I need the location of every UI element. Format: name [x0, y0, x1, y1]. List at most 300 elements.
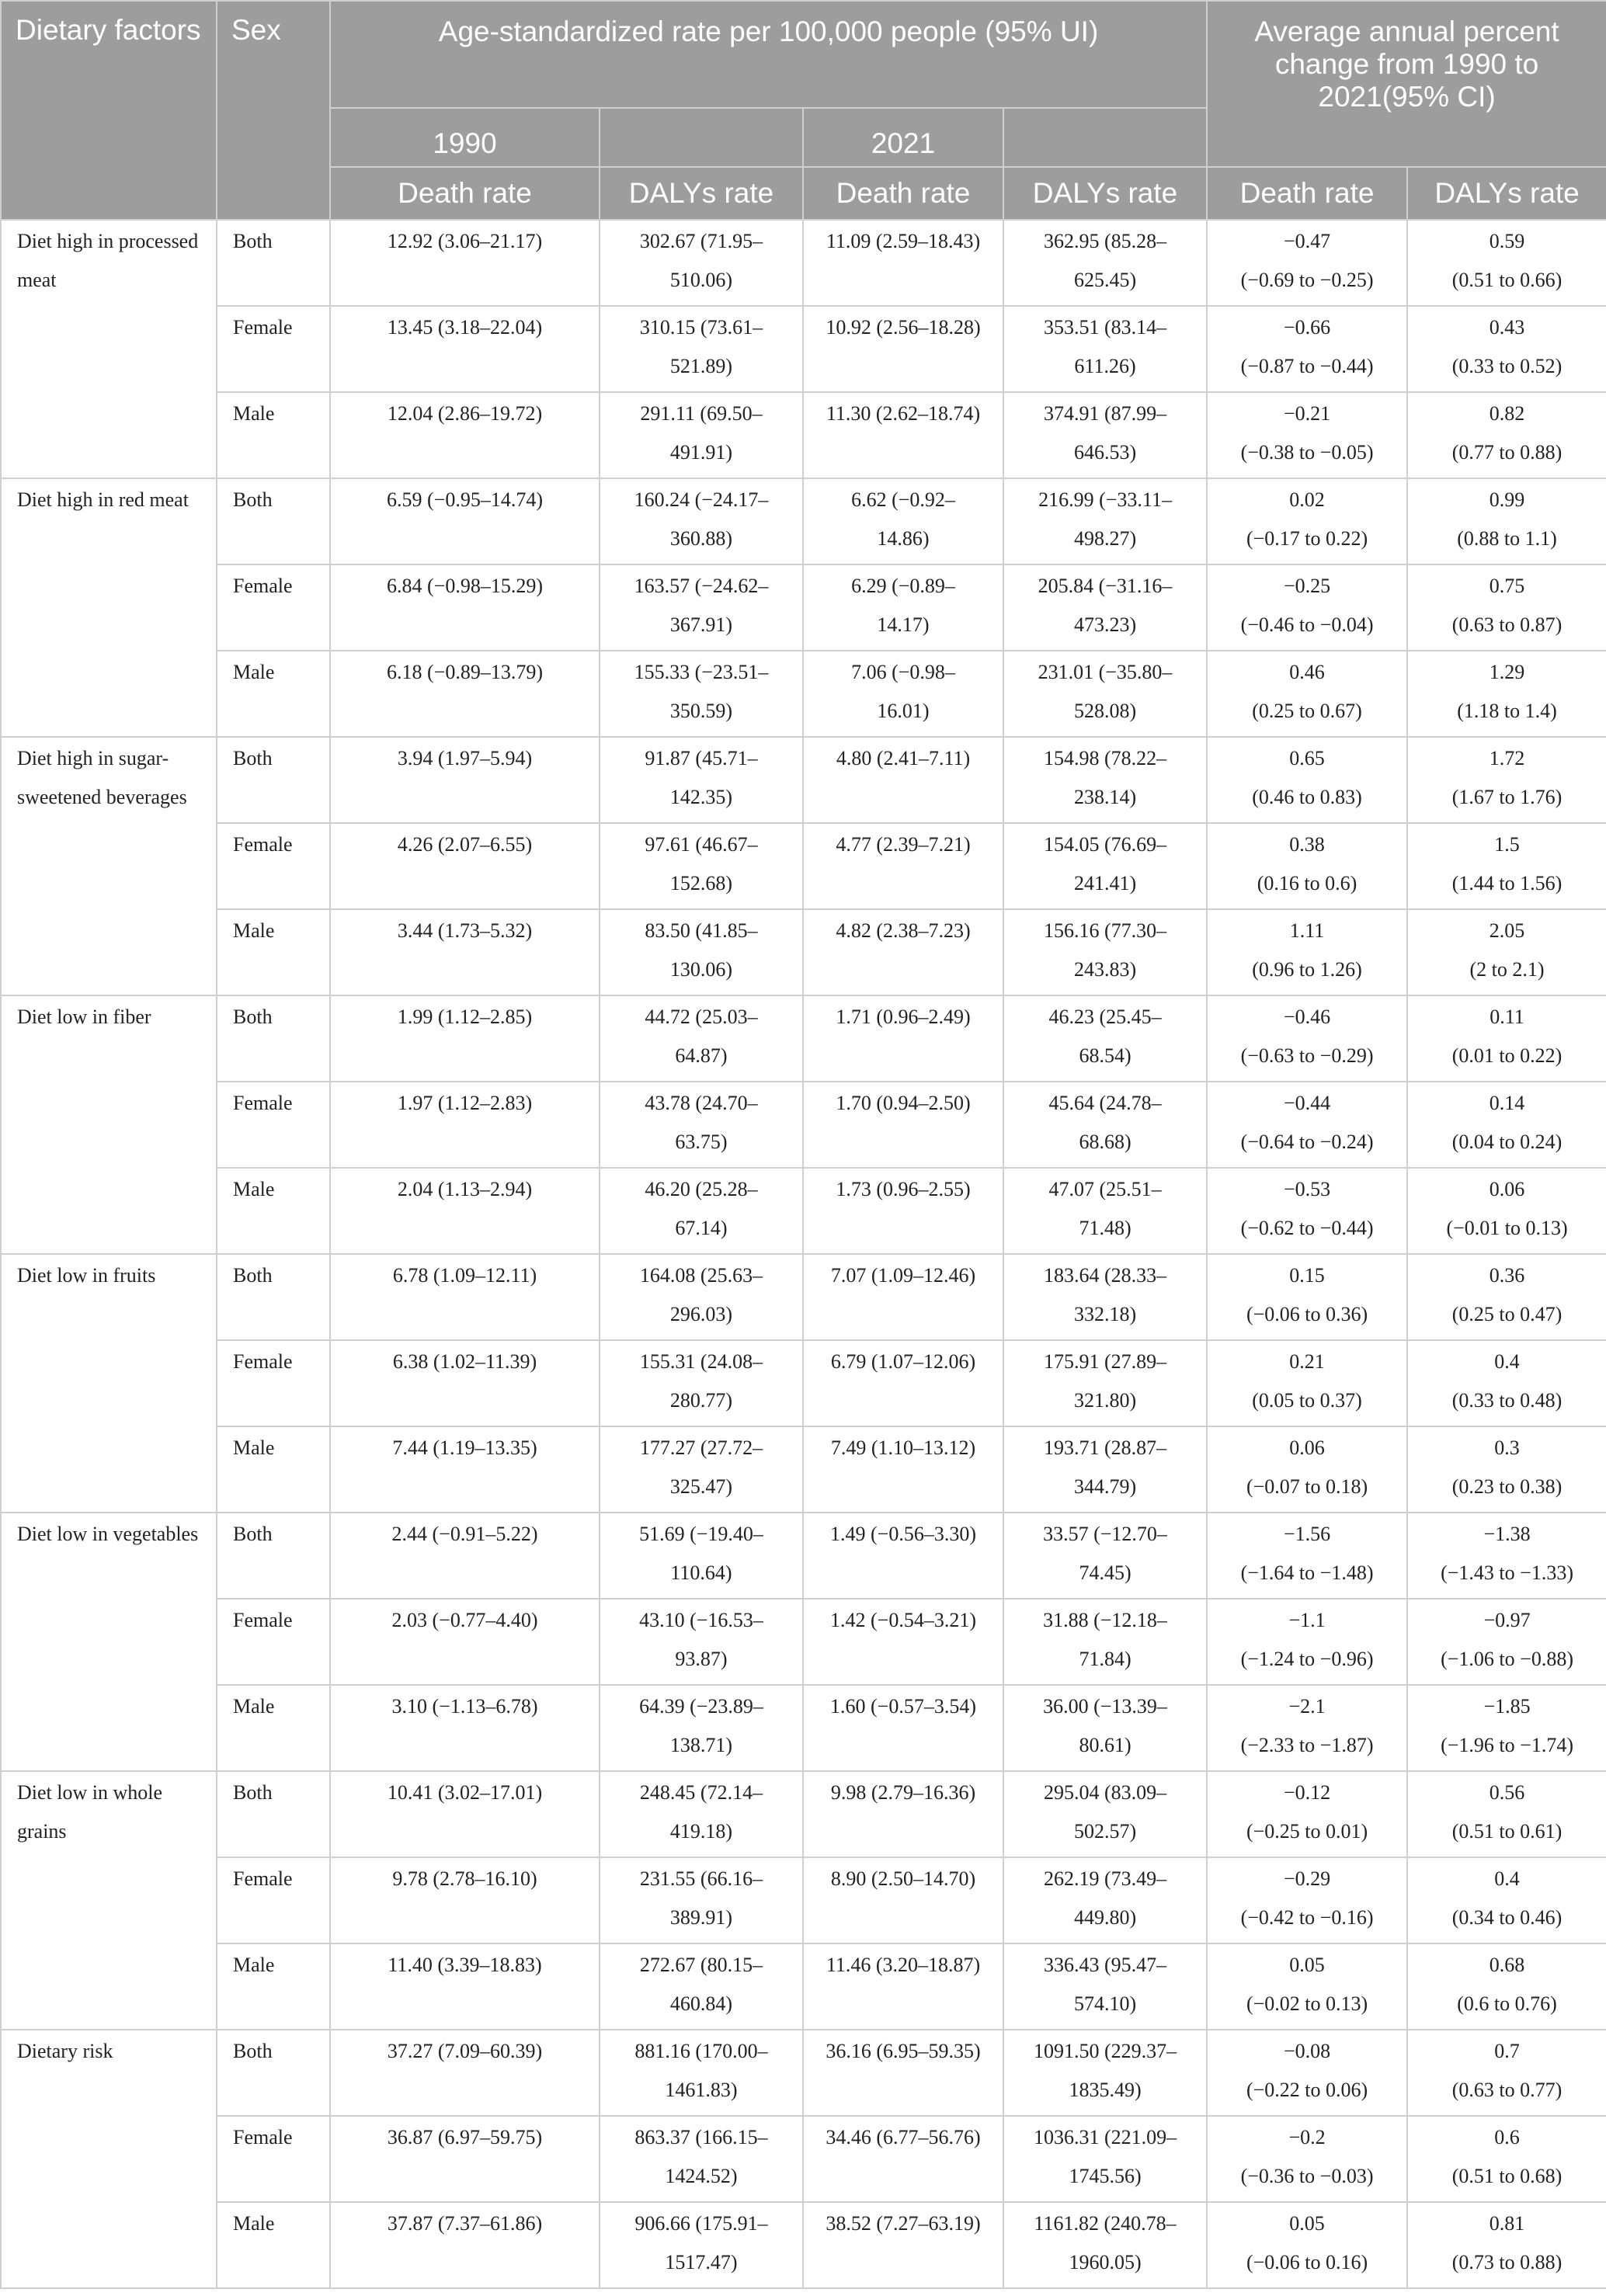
aapc-death-rate-line: 0.65 — [1289, 747, 1325, 769]
dalys-rate-2021-line: 295.04 (83.09– — [1043, 1781, 1167, 1804]
table-row — [1, 1943, 1606, 2030]
dalys-rate-1990-line: 280.77) — [669, 1389, 733, 1412]
sex-cell: Both — [217, 220, 330, 306]
aapc-dalys-rate-line: (0.51 to 0.68) — [1451, 2165, 1563, 2187]
dalys-rate-2021-line: 344.79) — [1073, 1475, 1137, 1498]
sex-cell: Female — [217, 823, 330, 909]
aapc-death-rate-line: 0.15 — [1289, 1264, 1325, 1287]
aapc-dalys-rate-cell — [1407, 1685, 1606, 1771]
death-rate-1990-cell: 37.27 (7.09–60.39) — [330, 2030, 600, 2116]
aapc-death-rate-line: (−0.87 to −0.44) — [1240, 355, 1374, 377]
aapc-dalys-rate-line: 0.14 — [1489, 1092, 1525, 1114]
death-rate-2021-cell: 7.07 (1.09–12.46) — [803, 1254, 1003, 1340]
aapc-dalys-rate-line: 2.05 — [1489, 919, 1525, 942]
table-row — [1, 1082, 1606, 1168]
death-rate-1990-cell: 6.84 (−0.98–15.29) — [330, 564, 600, 651]
death-rate-2021-cell: 6.79 (1.07–12.06) — [803, 1340, 1003, 1426]
dalys-rate-1990-cell — [600, 651, 803, 737]
dalys-rate-2021-cell — [1003, 737, 1207, 823]
dalys-rate-1990-line: 521.89) — [669, 355, 733, 377]
dalys-rate-1990-line: 97.61 (46.67– — [645, 833, 758, 856]
death-rate-2021-cell: 4.82 (2.38–7.23) — [803, 909, 1003, 995]
dalys-rate-2021-cell — [1003, 306, 1207, 392]
dalys-rate-2021-line: 33.57 (−12.70– — [1043, 1523, 1167, 1545]
dalys-rate-1990-cell — [600, 1168, 803, 1254]
aapc-dalys-rate-line: (0.23 to 0.38) — [1451, 1475, 1563, 1498]
dalys-rate-2021-line: 1960.05) — [1069, 2251, 1142, 2273]
death-rate-2021-cell: 1.42 (−0.54–3.21) — [803, 1599, 1003, 1685]
dalys-rate-1990-line: 310.15 (73.61– — [639, 316, 763, 339]
dalys-rate-1990-cell — [600, 909, 803, 995]
aapc-dalys-rate-cell — [1407, 2030, 1606, 2116]
dalys-rate-1990-line: 296.03) — [669, 1303, 733, 1325]
aapc-death-rate-cell — [1207, 2030, 1407, 2116]
aapc-death-rate-line: (−0.02 to 0.13) — [1246, 1992, 1368, 2015]
header-dalys-rate-2021: DALYs rate — [1003, 167, 1207, 220]
sex-cell: Male — [217, 909, 330, 995]
dalys-rate-2021-line: 68.68) — [1079, 1131, 1132, 1153]
dalys-rate-1990-line: 155.33 (−23.51– — [634, 661, 769, 683]
dalys-rate-2021-line: 321.80) — [1073, 1389, 1137, 1412]
table-row — [1, 2116, 1606, 2202]
aapc-death-rate-cell — [1207, 306, 1407, 392]
aapc-dalys-rate-line: (1.44 to 1.56) — [1451, 872, 1563, 894]
aapc-death-rate-cell — [1207, 1082, 1407, 1168]
aapc-death-rate-line: (−1.24 to −0.96) — [1240, 1648, 1374, 1670]
aapc-dalys-rate-cell — [1407, 1513, 1606, 1599]
dalys-rate-2021-line: 45.64 (24.78– — [1048, 1092, 1162, 1114]
dietary-factor-cell: Diet low in fruits — [1, 1254, 217, 1513]
aapc-death-rate-cell — [1207, 1943, 1407, 2030]
dalys-rate-1990-line: 46.20 (25.28– — [645, 1178, 758, 1200]
dalys-rate-2021-cell — [1003, 1426, 1207, 1513]
dalys-rate-2021-line: 336.43 (95.47– — [1043, 1954, 1167, 1976]
dietary-factor-cell: Diet high in red meat — [1, 478, 217, 737]
aapc-dalys-rate-line: (0.33 to 0.52) — [1451, 355, 1563, 377]
aapc-death-rate-line: −0.12 — [1283, 1781, 1331, 1804]
dalys-rate-1990-line: 142.35) — [669, 786, 733, 808]
death-rate-2021-cell: 36.16 (6.95–59.35) — [803, 2030, 1003, 2116]
aapc-death-rate-line: (−0.06 to 0.36) — [1246, 1303, 1368, 1325]
header-age-standardized: Age-standardized rate per 100,000 people (95% UI) — [330, 1, 1207, 108]
death-rate-2021-cell — [803, 478, 1003, 564]
dalys-rate-2021-cell — [1003, 1857, 1207, 1943]
dalys-rate-2021-line: 74.45) — [1079, 1561, 1132, 1584]
aapc-dalys-rate-line: (1.67 to 1.76) — [1451, 786, 1563, 808]
death-rate-1990-cell: 12.04 (2.86–19.72) — [330, 392, 600, 478]
table-row — [1, 2202, 1606, 2288]
dalys-rate-1990-line: 272.67 (80.15– — [639, 1954, 763, 1976]
dalys-rate-1990-line: 367.91) — [669, 613, 733, 636]
aapc-dalys-rate-line: (0.51 to 0.61) — [1451, 1820, 1563, 1843]
header-sex: Sex — [217, 1, 330, 220]
header-death-rate-1990: Death rate — [330, 167, 600, 220]
table-row — [1, 995, 1606, 1082]
aapc-dalys-rate-line: (0.51 to 0.66) — [1451, 269, 1563, 291]
aapc-death-rate-line: (−0.64 to −0.24) — [1240, 1131, 1374, 1153]
death-rate-1990-cell: 6.18 (−0.89–13.79) — [330, 651, 600, 737]
sex-cell: Both — [217, 1254, 330, 1340]
dalys-rate-2021-cell — [1003, 564, 1207, 651]
death-rate-1990-cell: 2.03 (−0.77–4.40) — [330, 1599, 600, 1685]
dalys-rate-1990-line: 510.06) — [669, 269, 733, 291]
dalys-rate-1990-cell — [600, 1857, 803, 1943]
header-dietary-factors: Dietary factors — [1, 1, 217, 220]
dalys-rate-1990-line: 460.84) — [669, 1992, 733, 2015]
dalys-rate-1990-line: 43.10 (−16.53– — [639, 1609, 763, 1631]
dalys-rate-2021-line: 1745.56) — [1069, 2165, 1142, 2187]
dalys-rate-1990-cell — [600, 1340, 803, 1426]
dalys-rate-1990-line: 491.91) — [669, 441, 733, 464]
dietary-factor-cell: Diet low in whole grains — [1, 1771, 217, 2030]
death-rate-2021-line: 16.01) — [877, 700, 930, 722]
aapc-death-rate-cell — [1207, 2116, 1407, 2202]
dalys-rate-1990-cell — [600, 1599, 803, 1685]
dalys-rate-2021-line: 183.64 (28.33– — [1043, 1264, 1167, 1287]
table-row — [1, 306, 1606, 392]
dalys-rate-1990-line: 906.66 (175.91– — [634, 2212, 768, 2235]
dalys-rate-2021-line: 262.19 (73.49– — [1043, 1867, 1167, 1890]
aapc-dalys-rate-line: 0.11 — [1490, 1006, 1524, 1028]
dalys-rate-2021-cell — [1003, 1340, 1207, 1426]
dalys-rate-1990-line: 1461.83) — [665, 2079, 738, 2101]
aapc-death-rate-line: −0.08 — [1283, 2040, 1331, 2062]
dalys-rate-1990-cell — [600, 2202, 803, 2288]
aapc-death-rate-cell — [1207, 651, 1407, 737]
dalys-rate-2021-line: 574.10) — [1073, 1992, 1137, 2015]
table-row — [1, 392, 1606, 478]
dalys-rate-2021-line: 449.80) — [1073, 1906, 1137, 1929]
aapc-death-rate-line: 1.11 — [1289, 919, 1325, 942]
aapc-death-rate-line: −2.1 — [1288, 1695, 1326, 1718]
dalys-rate-1990-cell — [600, 737, 803, 823]
death-rate-1990-cell: 37.87 (7.37–61.86) — [330, 2202, 600, 2288]
dalys-rate-1990-line: 291.11 (69.50– — [640, 402, 763, 425]
dalys-rate-2021-line: 31.88 (−12.18– — [1043, 1609, 1167, 1631]
dalys-rate-2021-line: 68.54) — [1079, 1044, 1132, 1067]
dalys-rate-1990-line: 110.64) — [670, 1561, 732, 1584]
aapc-death-rate-line: (−0.25 to 0.01) — [1246, 1820, 1368, 1843]
dalys-rate-2021-line: 528.08) — [1073, 700, 1137, 722]
sex-cell: Both — [217, 478, 330, 564]
aapc-dalys-rate-cell — [1407, 1254, 1606, 1340]
death-rate-2021-cell: 10.92 (2.56–18.28) — [803, 306, 1003, 392]
aapc-dalys-rate-line: 0.4 — [1494, 1867, 1520, 1890]
death-rate-1990-cell: 9.78 (2.78–16.10) — [330, 1857, 600, 1943]
aapc-death-rate-cell — [1207, 1513, 1407, 1599]
death-rate-2021-line: 6.62 (−0.92– — [851, 488, 955, 511]
aapc-dalys-rate-line: (−1.43 to −1.33) — [1441, 1561, 1573, 1584]
table-row — [1, 1254, 1606, 1340]
aapc-death-rate-line: −1.56 — [1283, 1523, 1331, 1545]
aapc-dalys-rate-line: 0.56 — [1489, 1781, 1525, 1804]
header-year-2021: 2021 — [803, 108, 1003, 167]
table-row — [1, 1771, 1606, 1857]
death-rate-1990-cell: 36.87 (6.97–59.75) — [330, 2116, 600, 2202]
death-rate-1990-cell: 13.45 (3.18–22.04) — [330, 306, 600, 392]
dalys-rate-1990-cell — [600, 306, 803, 392]
dalys-rate-1990-cell — [600, 1426, 803, 1513]
aapc-dalys-rate-cell — [1407, 306, 1606, 392]
table-row — [1, 1340, 1606, 1426]
aapc-dalys-rate-line: (0.73 to 0.88) — [1451, 2251, 1563, 2273]
sex-cell: Male — [217, 1168, 330, 1254]
dalys-rate-1990-line: 43.78 (24.70– — [645, 1092, 758, 1114]
aapc-death-rate-line: (−0.07 to 0.18) — [1246, 1475, 1368, 1498]
header-year-1990: 1990 — [330, 108, 600, 167]
table-body — [1, 220, 1606, 2288]
header-aapc-death-rate: Death rate — [1207, 167, 1407, 220]
aapc-death-rate-line: −0.29 — [1283, 1867, 1331, 1890]
aapc-dalys-rate-line: (−1.96 to −1.74) — [1441, 1734, 1573, 1756]
dalys-rate-2021-line: 498.27) — [1073, 527, 1137, 550]
aapc-death-rate-line: (−2.33 to −1.87) — [1240, 1734, 1374, 1756]
aapc-dalys-rate-cell — [1407, 737, 1606, 823]
aapc-death-rate-line: (−1.64 to −1.48) — [1240, 1561, 1374, 1584]
aapc-death-rate-cell — [1207, 1254, 1407, 1340]
aapc-dalys-rate-line: (0.63 to 0.77) — [1451, 2079, 1563, 2101]
aapc-death-rate-line: −0.47 — [1283, 230, 1331, 252]
aapc-death-rate-line: (−0.38 to −0.05) — [1240, 441, 1374, 464]
death-rate-2021-line: 14.86) — [877, 527, 930, 550]
dalys-rate-2021-cell — [1003, 909, 1207, 995]
dalys-rate-2021-line: 238.14) — [1073, 786, 1137, 808]
dietary-factor-cell: Dietary risk — [1, 2030, 217, 2288]
aapc-death-rate-line: (−0.42 to −0.16) — [1240, 1906, 1374, 1929]
aapc-dalys-rate-line: 0.4 — [1494, 1350, 1520, 1373]
death-rate-2021-cell: 34.46 (6.77–56.76) — [803, 2116, 1003, 2202]
aapc-death-rate-line: (−0.62 to −0.44) — [1240, 1217, 1374, 1239]
death-rate-2021-cell — [803, 564, 1003, 651]
aapc-dalys-rate-line: 0.59 — [1489, 230, 1525, 252]
death-rate-1990-cell: 3.94 (1.97–5.94) — [330, 737, 600, 823]
dalys-rate-2021-cell — [1003, 2202, 1207, 2288]
dalys-rate-1990-line: 155.31 (24.08– — [639, 1350, 763, 1373]
sex-cell: Both — [217, 737, 330, 823]
aapc-death-rate-cell — [1207, 995, 1407, 1082]
dalys-rate-2021-line: 1161.82 (240.78– — [1034, 2212, 1177, 2235]
aapc-dalys-rate-cell — [1407, 1943, 1606, 2030]
aapc-death-rate-cell — [1207, 1599, 1407, 1685]
aapc-death-rate-line: (0.96 to 1.26) — [1252, 958, 1362, 981]
dalys-rate-1990-line: 163.57 (−24.62– — [634, 575, 769, 597]
death-rate-2021-cell: 1.73 (0.96–2.55) — [803, 1168, 1003, 1254]
dalys-rate-1990-line: 419.18) — [669, 1820, 733, 1843]
sex-cell: Female — [217, 1340, 330, 1426]
sex-cell: Female — [217, 1599, 330, 1685]
aapc-dalys-rate-line: (1.18 to 1.4) — [1457, 700, 1557, 722]
aapc-dalys-rate-line: (0.25 to 0.47) — [1451, 1303, 1563, 1325]
death-rate-1990-cell: 10.41 (3.02–17.01) — [330, 1771, 600, 1857]
aapc-death-rate-line: 0.05 — [1289, 2212, 1325, 2235]
aapc-dalys-rate-cell — [1407, 220, 1606, 306]
aapc-dalys-rate-line: (0.33 to 0.48) — [1451, 1389, 1563, 1412]
dalys-rate-1990-line: 130.06) — [669, 958, 733, 981]
death-rate-1990-cell: 7.44 (1.19–13.35) — [330, 1426, 600, 1513]
dalys-rate-1990-cell — [600, 478, 803, 564]
dietary-factor-cell: Diet high in processed meat — [1, 220, 217, 478]
death-rate-2021-cell: 11.46 (3.20–18.87) — [803, 1943, 1003, 2030]
death-rate-2021-cell: 11.30 (2.62–18.74) — [803, 392, 1003, 478]
death-rate-2021-line: 7.06 (−0.98– — [851, 661, 955, 683]
dalys-rate-1990-cell — [600, 220, 803, 306]
aapc-dalys-rate-cell — [1407, 1771, 1606, 1857]
aapc-death-rate-line: 0.02 — [1289, 488, 1325, 511]
table-row — [1, 1857, 1606, 1943]
aapc-death-rate-cell — [1207, 1857, 1407, 1943]
table-row — [1, 737, 1606, 823]
table-row — [1, 823, 1606, 909]
death-rate-1990-cell: 4.26 (2.07–6.55) — [330, 823, 600, 909]
dalys-rate-1990-line: 152.68) — [669, 872, 733, 894]
aapc-dalys-rate-line: (−1.06 to −0.88) — [1441, 1648, 1573, 1670]
table-row — [1, 1599, 1606, 1685]
aapc-death-rate-line: −1.1 — [1288, 1609, 1326, 1631]
dalys-rate-2021-line: 611.26) — [1074, 355, 1136, 377]
dalys-rate-1990-line: 302.67 (71.95– — [639, 230, 763, 252]
aapc-death-rate-cell — [1207, 1685, 1407, 1771]
dalys-rate-2021-line: 243.83) — [1073, 958, 1137, 981]
aapc-death-rate-line: (0.16 to 0.6) — [1257, 872, 1357, 894]
dalys-rate-1990-line: 177.27 (27.72– — [639, 1436, 763, 1459]
dalys-rate-2021-line: 374.91 (87.99– — [1043, 402, 1167, 425]
dalys-rate-1990-line: 1424.52) — [665, 2165, 738, 2187]
death-rate-1990-cell: 3.44 (1.73–5.32) — [330, 909, 600, 995]
aapc-death-rate-cell — [1207, 392, 1407, 478]
dalys-rate-1990-line: 64.39 (−23.89– — [639, 1695, 763, 1718]
dalys-rate-2021-line: 71.48) — [1079, 1217, 1132, 1239]
dalys-rate-2021-line: 193.71 (28.87– — [1043, 1436, 1167, 1459]
aapc-death-rate-line: (−0.46 to −0.04) — [1240, 613, 1374, 636]
aapc-death-rate-line: −0.46 — [1283, 1006, 1331, 1028]
dalys-rate-1990-line: 44.72 (25.03– — [645, 1006, 758, 1028]
death-rate-1990-cell: 1.97 (1.12–2.83) — [330, 1082, 600, 1168]
aapc-dalys-rate-line: (0.77 to 0.88) — [1451, 441, 1563, 464]
header-aapc-dalys-rate: DALYs rate — [1407, 167, 1606, 220]
dalys-rate-2021-cell — [1003, 478, 1207, 564]
sex-cell: Female — [217, 1082, 330, 1168]
table-header — [1, 1, 1606, 220]
dalys-rate-1990-line: 248.45 (72.14– — [639, 1781, 763, 1804]
death-rate-1990-cell: 1.99 (1.12–2.85) — [330, 995, 600, 1082]
aapc-death-rate-line: 0.05 — [1289, 1954, 1325, 1976]
dalys-rate-2021-line: 353.51 (83.14– — [1043, 316, 1167, 339]
death-rate-2021-line: 14.17) — [877, 613, 930, 636]
aapc-death-rate-cell — [1207, 1340, 1407, 1426]
aapc-dalys-rate-line: 1.72 — [1489, 747, 1525, 769]
dalys-rate-2021-line: 154.05 (76.69– — [1043, 833, 1167, 856]
death-rate-1990-cell: 6.78 (1.09–12.11) — [330, 1254, 600, 1340]
sex-cell: Both — [217, 1771, 330, 1857]
aapc-dalys-rate-line: 0.68 — [1489, 1954, 1525, 1976]
table-row — [1, 1168, 1606, 1254]
header-death-rate-2021: Death rate — [803, 167, 1003, 220]
sex-cell: Male — [217, 1943, 330, 2030]
aapc-dalys-rate-cell — [1407, 651, 1606, 737]
aapc-dalys-rate-cell — [1407, 564, 1606, 651]
aapc-dalys-rate-cell — [1407, 1340, 1606, 1426]
dalys-rate-2021-cell — [1003, 1943, 1207, 2030]
aapc-death-rate-line: 0.38 — [1289, 833, 1325, 856]
dalys-rate-2021-line: 646.53) — [1073, 441, 1137, 464]
dalys-rate-2021-line: 1835.49) — [1069, 2079, 1142, 2101]
aapc-dalys-rate-cell — [1407, 2116, 1606, 2202]
aapc-death-rate-line: (−0.36 to −0.03) — [1240, 2165, 1374, 2187]
sex-cell: Male — [217, 1685, 330, 1771]
header-dalys-rate-1990: DALYs rate — [600, 167, 803, 220]
aapc-death-rate-line: (−0.06 to 0.16) — [1246, 2251, 1368, 2273]
dalys-rate-1990-cell — [600, 995, 803, 1082]
aapc-death-rate-line: (0.05 to 0.37) — [1252, 1389, 1362, 1412]
aapc-death-rate-cell — [1207, 220, 1407, 306]
dalys-rate-2021-line: 205.84 (−31.16– — [1038, 575, 1173, 597]
dalys-rate-2021-cell — [1003, 1254, 1207, 1340]
death-rate-1990-cell: 2.44 (−0.91–5.22) — [330, 1513, 600, 1599]
dalys-rate-2021-line: 47.07 (25.51– — [1048, 1178, 1162, 1200]
aapc-dalys-rate-cell — [1407, 1082, 1606, 1168]
dalys-rate-1990-line: 360.88) — [669, 527, 733, 550]
dalys-rate-2021-cell — [1003, 2116, 1207, 2202]
dalys-rate-1990-line: 164.08 (25.63– — [639, 1264, 763, 1287]
table-row — [1, 1685, 1606, 1771]
aapc-dalys-rate-line: 0.99 — [1489, 488, 1525, 511]
dalys-rate-2021-cell — [1003, 1082, 1207, 1168]
aapc-death-rate-line: (−0.63 to −0.29) — [1240, 1044, 1374, 1067]
dalys-rate-1990-line: 91.87 (45.71– — [645, 747, 758, 769]
aapc-dalys-rate-line: −0.97 — [1483, 1609, 1531, 1631]
sex-cell: Male — [217, 2202, 330, 2288]
aapc-death-rate-line: 0.46 — [1289, 661, 1325, 683]
sex-cell: Female — [217, 2116, 330, 2202]
aapc-dalys-rate-cell — [1407, 823, 1606, 909]
aapc-death-rate-line: (0.46 to 0.83) — [1252, 786, 1362, 808]
aapc-death-rate-line: −0.66 — [1283, 316, 1331, 339]
dalys-rate-1990-cell — [600, 1943, 803, 2030]
dalys-rate-2021-line: 231.01 (−35.80– — [1038, 661, 1173, 683]
aapc-death-rate-cell — [1207, 1426, 1407, 1513]
dalys-rate-1990-cell — [600, 564, 803, 651]
dalys-rate-1990-line: 881.16 (170.00– — [634, 2040, 768, 2062]
death-rate-2021-cell: 1.70 (0.94–2.50) — [803, 1082, 1003, 1168]
dalys-rate-1990-cell — [600, 1082, 803, 1168]
aapc-dalys-rate-line: 0.82 — [1489, 402, 1525, 425]
dalys-rate-2021-cell — [1003, 220, 1207, 306]
aapc-death-rate-line: −0.21 — [1283, 402, 1331, 425]
death-rate-1990-cell: 2.04 (1.13–2.94) — [330, 1168, 600, 1254]
aapc-death-rate-line: −0.25 — [1283, 575, 1331, 597]
aapc-dalys-rate-line: (0.63 to 0.87) — [1451, 613, 1563, 636]
dalys-rate-2021-line: 36.00 (−13.39– — [1043, 1695, 1167, 1718]
aapc-death-rate-line: (−0.22 to 0.06) — [1246, 2079, 1368, 2101]
death-rate-2021-cell: 11.09 (2.59–18.43) — [803, 220, 1003, 306]
aapc-dalys-rate-line: (0.34 to 0.46) — [1451, 1906, 1563, 1929]
dalys-rate-2021-line: 71.84) — [1079, 1648, 1132, 1670]
dalys-rate-1990-line: 64.87) — [675, 1044, 728, 1067]
table-row — [1, 909, 1606, 995]
dalys-rate-2021-cell — [1003, 1513, 1207, 1599]
dalys-rate-2021-cell — [1003, 2030, 1207, 2116]
aapc-dalys-rate-cell — [1407, 995, 1606, 1082]
dalys-rate-2021-line: 216.99 (−33.11– — [1038, 488, 1172, 511]
dalys-rate-1990-cell — [600, 392, 803, 478]
aapc-dalys-rate-cell — [1407, 392, 1606, 478]
aapc-dalys-rate-line: 1.29 — [1489, 661, 1525, 683]
death-rate-1990-cell: 6.38 (1.02–11.39) — [330, 1340, 600, 1426]
aapc-death-rate-line: −0.53 — [1283, 1178, 1331, 1200]
dalys-rate-1990-line: 63.75) — [675, 1131, 728, 1153]
sex-cell: Female — [217, 1857, 330, 1943]
dalys-rate-2021-cell — [1003, 392, 1207, 478]
